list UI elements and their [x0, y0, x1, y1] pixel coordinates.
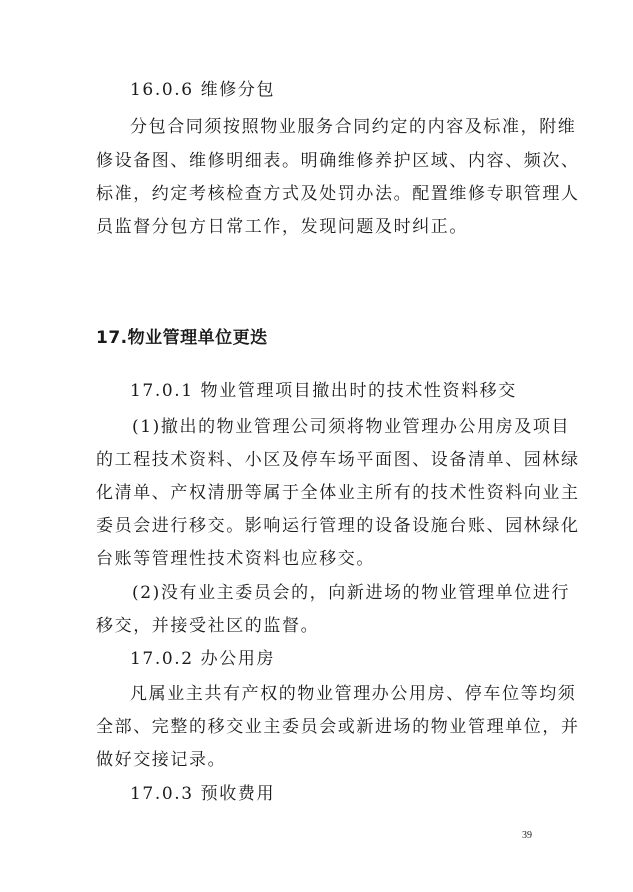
section-17-0-2-line-2: 全部、完整的移交业主委员会或新进场的物业管理单位，并 [96, 717, 580, 737]
section-17-0-1-item1-line-1: (1)撤出的物业管理公司须将物业管理办公用房及项目 [132, 417, 571, 437]
section-16-0-6-heading: 16.0.6 维修分包 [130, 80, 276, 100]
section-17-0-1-item1-line-5: 台账等管理性技术资料也应移交。 [96, 549, 375, 569]
section-16-0-6-line-4: 员监督分包方日常工作，发现问题及时纠正。 [96, 217, 468, 237]
section-16-0-6-line-1: 分包合同须按照物业服务合同约定的内容及标准，附维 [130, 117, 577, 137]
page-number: 39 [522, 830, 532, 841]
section-17-0-2-line-3: 做好交接记录。 [96, 750, 227, 770]
section-16-0-6-line-2: 修设备图、维修明细表。明确维修养护区域、内容、频次、 [96, 151, 580, 171]
section-17-title: 17.物业管理单位更迭 [96, 328, 268, 348]
section-17-0-2-heading: 17.0.2 办公用房 [130, 649, 276, 669]
section-16-0-6-line-3: 标准，约定考核检查方式及处罚办法。配置维修专职管理人 [96, 184, 580, 204]
section-17-0-1-item2-line-2: 移交，并接受社区的监督。 [96, 616, 320, 636]
section-17-0-1-heading: 17.0.1 物业管理项目撤出时的技术性资料移交 [130, 381, 517, 401]
section-17-0-1-item1-line-2: 的工程技术资料、小区及停车场平面图、设备清单、园林绿 [96, 450, 580, 470]
section-17-0-1-item1-line-3: 化清单、产权清册等属于全体业主所有的技术性资料向业主 [96, 483, 580, 503]
section-17-0-3-heading: 17.0.3 预收费用 [130, 784, 276, 804]
section-17-0-1-item1-line-4: 委员会进行移交。影响运行管理的设备设施台账、园林绿化 [96, 516, 580, 536]
section-17-0-2-line-1: 凡属业主共有产权的物业管理办公用房、停车位等均须 [130, 684, 577, 704]
section-17-0-1-item2-line-1: (2)没有业主委员会的，向新进场的物业管理单位进行 [132, 583, 571, 603]
